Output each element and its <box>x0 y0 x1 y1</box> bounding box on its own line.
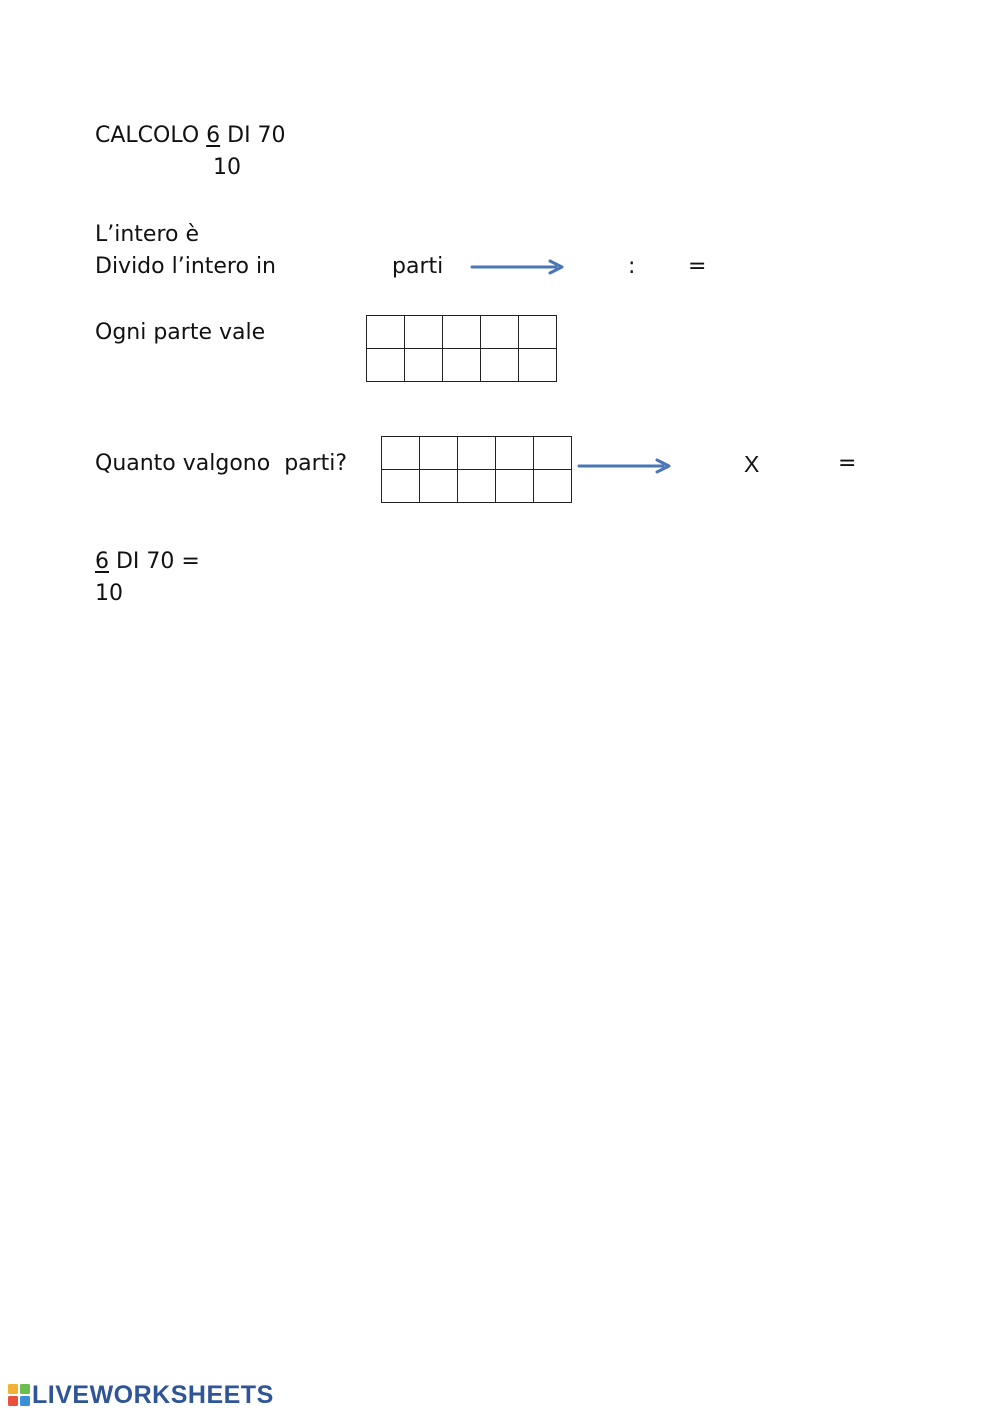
title-denominator: 10 <box>213 155 241 180</box>
result-denominator: 10 <box>95 581 123 606</box>
grid-cell[interactable] <box>519 349 557 382</box>
grid-cell[interactable] <box>382 470 420 503</box>
multiply-equals: = <box>838 451 857 476</box>
intero-label: L’intero è <box>95 222 200 247</box>
logo-blocks-icon <box>8 1384 30 1406</box>
ogni-parte-label: Ogni parte vale <box>95 320 266 345</box>
grid-cell[interactable] <box>458 470 496 503</box>
arrow-right-icon <box>470 257 570 277</box>
title-numerator: 6 <box>206 123 221 148</box>
title-line <box>95 123 286 149</box>
ogni-parte-grid <box>366 315 557 382</box>
grid-cell[interactable] <box>534 437 572 470</box>
grid-cell[interactable] <box>481 316 519 349</box>
quanto-grid <box>381 436 572 503</box>
grid-cell[interactable] <box>367 349 405 382</box>
grid-cell[interactable] <box>420 470 458 503</box>
quanto-label: Quanto valgono parti? <box>95 451 348 476</box>
grid-cell[interactable] <box>481 349 519 382</box>
grid-cell[interactable] <box>405 349 443 382</box>
grid-cell[interactable] <box>420 437 458 470</box>
result-line <box>95 549 200 575</box>
grid-cell[interactable] <box>458 437 496 470</box>
liveworksheets-logo <box>8 1381 274 1409</box>
multiply-sign: X <box>744 451 760 477</box>
division-colon: : <box>628 254 636 279</box>
title-prefix: CALCOLO <box>95 123 207 148</box>
title-suffix: DI 70 <box>220 123 286 148</box>
result-numerator: 6 <box>95 549 109 574</box>
division-equals: = <box>688 254 707 279</box>
grid-cell[interactable] <box>443 316 481 349</box>
grid-cell[interactable] <box>382 437 420 470</box>
grid-cell[interactable] <box>496 437 534 470</box>
logo-text: LIVEWORKSHEETS <box>32 1380 274 1409</box>
grid-cell[interactable] <box>443 349 481 382</box>
grid-cell[interactable] <box>519 316 557 349</box>
result-suffix: DI 70 = <box>109 549 200 574</box>
grid-cell[interactable] <box>405 316 443 349</box>
grid-cell[interactable] <box>496 470 534 503</box>
grid-cell[interactable] <box>367 316 405 349</box>
divido-label: Divido l’intero in <box>95 254 276 279</box>
arrow-right-icon <box>577 456 677 476</box>
grid-cell[interactable] <box>534 470 572 503</box>
parti-label: parti <box>392 254 444 279</box>
